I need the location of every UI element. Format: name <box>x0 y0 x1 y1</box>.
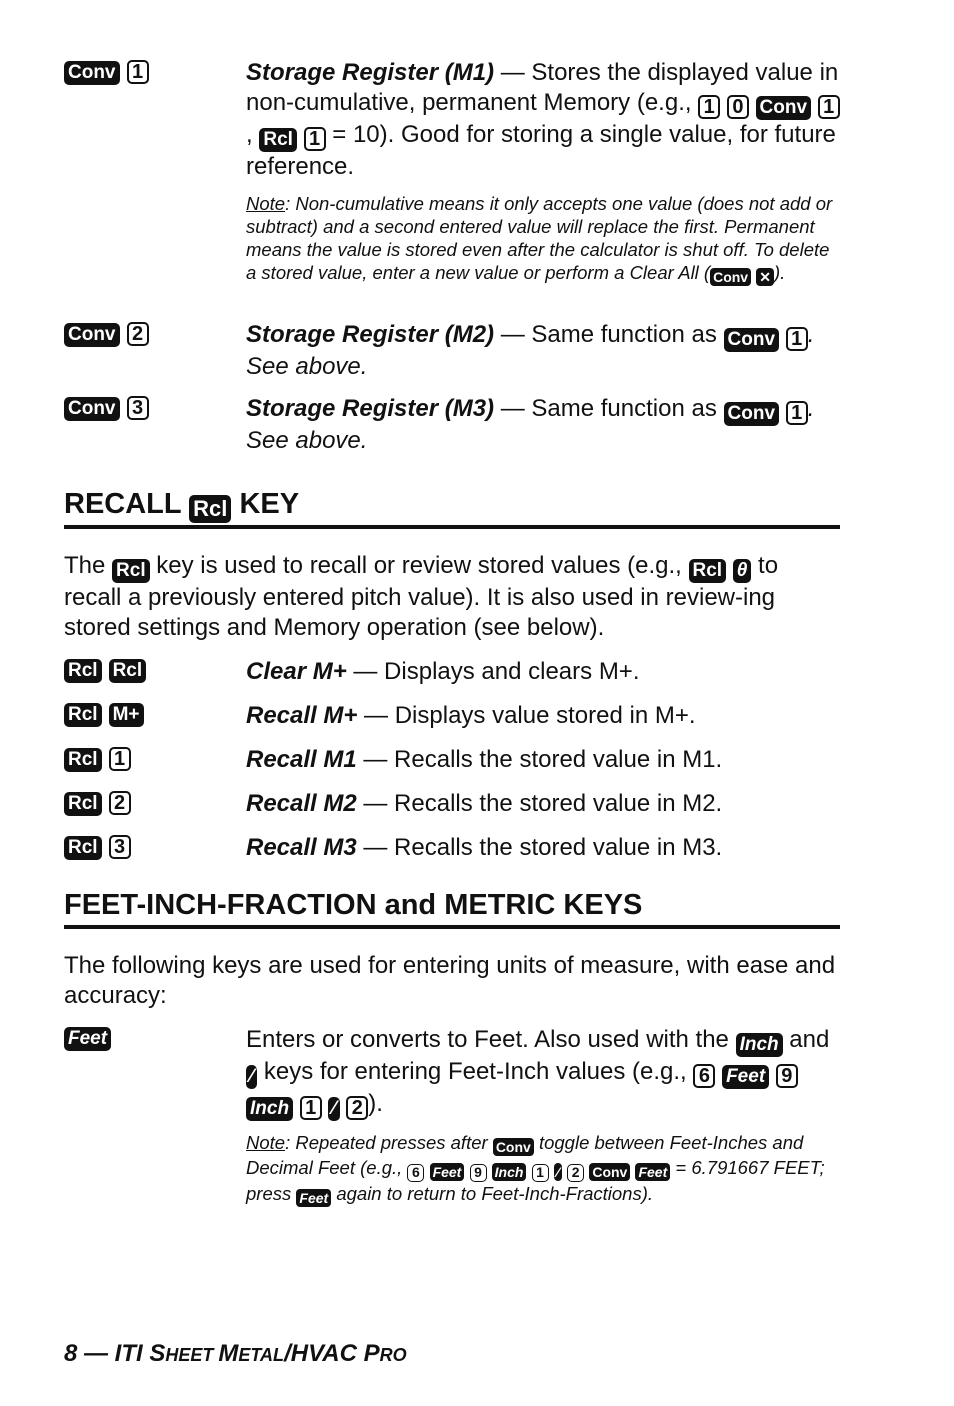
feet-key: Feet <box>64 1027 111 1051</box>
conv-key: Conv <box>724 402 780 426</box>
inch-key: Inch <box>246 1097 293 1121</box>
page-footer: 8 — ITI SHEET METAL/HVAC PRO <box>64 1340 407 1367</box>
storage-m3-entry <box>64 394 840 486</box>
one-key: 1 <box>786 327 808 351</box>
clear-x-key: ✕ <box>756 268 774 286</box>
two-key: 2 <box>127 322 149 346</box>
rcl-key: Rcl <box>64 836 102 860</box>
rcl-key: Rcl <box>64 659 102 683</box>
conv-key: Conv <box>589 1163 630 1181</box>
inch-key: Inch <box>736 1033 783 1057</box>
one-key: 1 <box>304 127 326 151</box>
conv-key: Conv <box>724 328 780 352</box>
recall-item: Rcl 1 Recall M1 — Recalls the stored value in M1. <box>64 745 840 789</box>
three-key: 3 <box>109 835 131 859</box>
recall-item: Rcl Rcl Clear M+ — Displays and clears M+. <box>64 657 840 701</box>
storage-m3-description: Storage Register (M3) — Same function as Conv 1 . See above. <box>246 395 815 454</box>
conv-key: Conv <box>64 323 120 347</box>
one-key: 1 <box>698 95 720 119</box>
inch-key: Inch <box>492 1163 527 1181</box>
two-key: 2 <box>567 1164 584 1182</box>
conv-key: Conv <box>493 1138 534 1156</box>
two-key: 2 <box>346 1096 368 1120</box>
zero-key: 0 <box>727 95 749 119</box>
key-combo <box>64 320 246 394</box>
conv-key: Conv <box>64 61 120 85</box>
feet-key: Feet <box>296 1189 331 1207</box>
key-combo <box>64 394 246 486</box>
two-key: 2 <box>109 791 131 815</box>
recall-item: Rcl 2 Recall M2 — Recalls the stored value in M2. <box>64 789 840 833</box>
rcl-key: Rcl <box>259 128 297 152</box>
recall-intro: The Rcl key is used to recall or review stored values (e.g., Rcl θ to recall a previously entered pitch value). It is also used in review-ing stored settings and Memory operation (see below). <box>64 552 779 641</box>
slash-key: ⁄ <box>328 1097 339 1121</box>
note: Note: Repeated presses after Conv toggle between Feet-Inches and Decimal Feet (e.g., 6 Feet 9 Inch 1 ⁄ 2 Conv Feet = 6.791667 FEET; press Feet again to return to Feet-Inch-Fractions). <box>246 1132 825 1206</box>
storage-m1-entry <box>64 58 840 320</box>
rcl-key: Rcl <box>64 792 102 816</box>
nine-key: 9 <box>470 1164 487 1182</box>
key-combo <box>64 58 246 320</box>
rcl-key: Rcl <box>189 495 231 523</box>
one-key: 1 <box>109 747 131 771</box>
nine-key: 9 <box>776 1064 798 1088</box>
note: Note: Non-cumulative means it only accepts one value (does not add or subtract) and a second entered value will replace the first. Permanent means the value is stored even after the calculator is shut off. To delete a stored value, enter a new value or perform a Clear All ( Conv ✕ ). <box>246 193 833 285</box>
storage-m2-description: Storage Register (M2) — Same function as Conv 1 . See above. <box>246 321 815 380</box>
rcl-key: Rcl <box>64 748 102 772</box>
feet-key-entry <box>64 1025 840 1207</box>
rcl-key: Rcl <box>64 703 102 727</box>
one-key: 1 <box>127 60 149 84</box>
one-key: 1 <box>532 1164 549 1182</box>
rcl-key: Rcl <box>109 659 147 683</box>
one-key: 1 <box>818 95 840 119</box>
conv-key: Conv <box>756 96 812 120</box>
conv-key: Conv <box>710 268 751 286</box>
feet-inch-intro: The following keys are used for entering units of measure, with ease and accuracy: <box>64 952 836 1009</box>
recall-heading: RECALL Rcl KEY <box>64 486 840 529</box>
feet-inch-heading: FEET-INCH-FRACTION and METRIC KEYS <box>64 887 840 929</box>
rcl-key: Rcl <box>112 559 150 583</box>
recall-item: Rcl M+ Recall M+ — Displays value stored in M+. <box>64 701 840 745</box>
six-key: 6 <box>693 1064 715 1088</box>
theta-key: θ <box>733 559 752 583</box>
feet-key: Feet <box>722 1065 769 1089</box>
feet-key: Feet <box>635 1163 670 1181</box>
manual-page <box>64 58 840 1207</box>
feet-description: Enters or converts to Feet. Also used with the Inch and ⁄ keys for entering Feet-Inch values (e.g., 6 Feet 9 Inch 1 ⁄ 2 ). Note: Repeated presses after Conv toggle between Feet-Inches and Decimal Feet (e.g., 6 Feet 9 Inch 1 ⁄ 2 Conv Feet = 6.791667 FEET; press Feet again to return to Feet-Inch-Fractions). <box>246 1025 840 1207</box>
six-key: 6 <box>407 1164 424 1182</box>
storage-m2-entry <box>64 320 840 394</box>
slash-key: ⁄ <box>554 1163 562 1181</box>
recall-item: Rcl 3 Recall M3 — Recalls the stored value in M3. <box>64 833 840 887</box>
term: Storage Register (M1) <box>246 59 495 86</box>
rcl-key: Rcl <box>689 559 727 583</box>
conv-key: Conv <box>64 397 120 421</box>
storage-m1-description: Storage Register (M1) — Stores the displayed value in non-cumulative, permanent Memory (e.g., 1 0 Conv 1, Rcl 1 = 10). Good for storing a single value, for future reference. Note: Non-cumulative means it only accepts one value (does not add or subtract) and a second entered value will replace the first. Permanent means the value is stored even after the calculator is shut off. To delete a stored value, enter a new value or perform a Clear All ( Conv ✕ ). <box>246 59 839 285</box>
one-key: 1 <box>786 401 808 425</box>
mplus-key: M+ <box>109 703 144 727</box>
three-key: 3 <box>127 396 149 420</box>
one-key: 1 <box>300 1096 322 1120</box>
feet-key: Feet <box>430 1163 465 1181</box>
slash-key: ⁄ <box>246 1065 257 1089</box>
